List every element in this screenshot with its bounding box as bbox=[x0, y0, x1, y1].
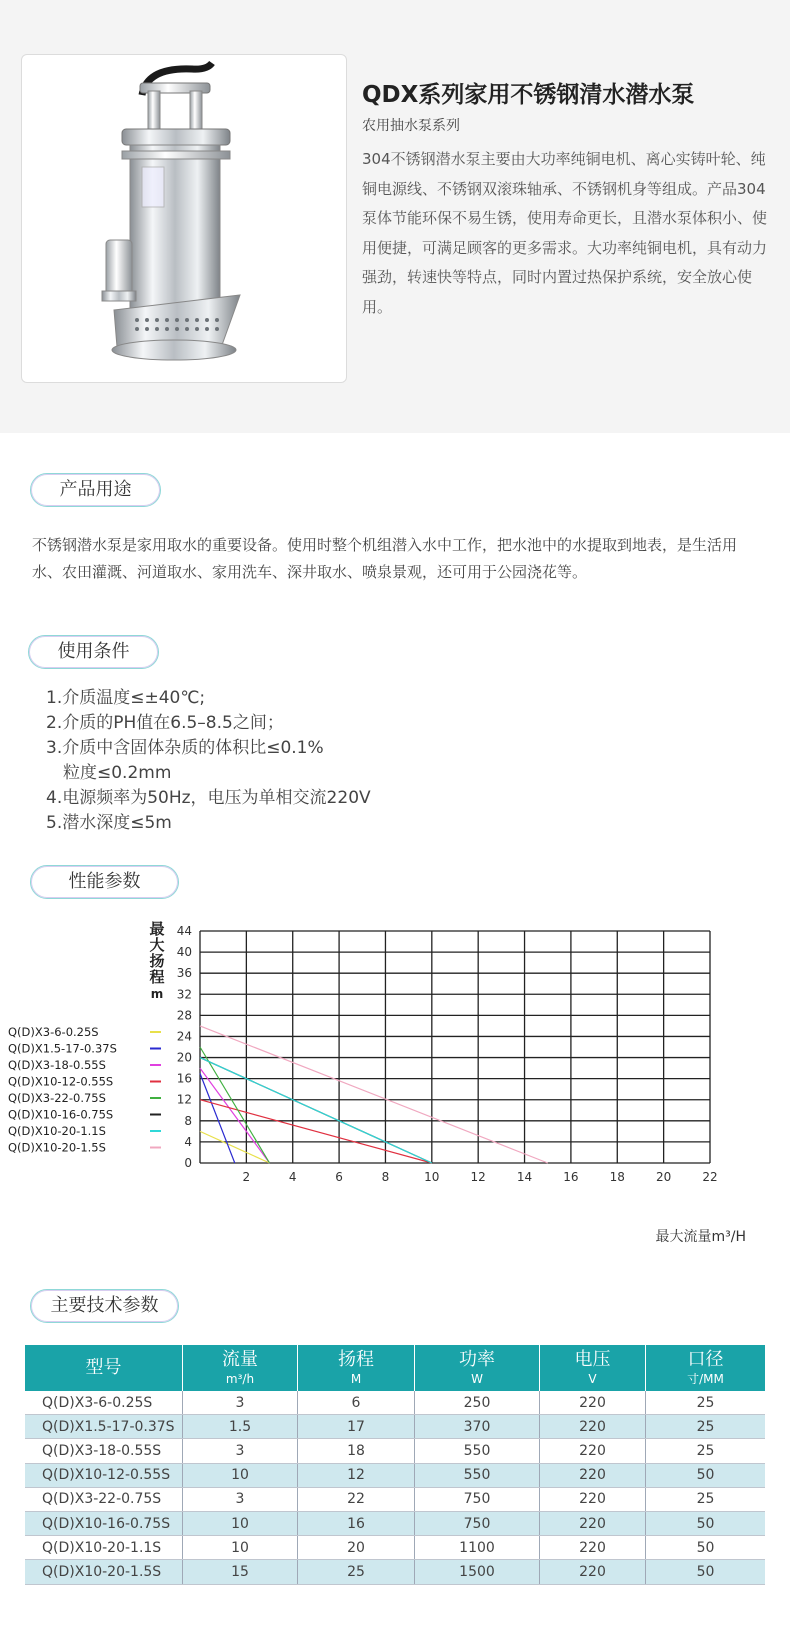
condition-item: 2.介质的PH值在6.5–8.5之间； bbox=[46, 713, 284, 733]
table-cell: 1.5 bbox=[183, 1415, 298, 1439]
y-axis-label-char: m bbox=[150, 987, 164, 1001]
table-cell: Q(D)X10-20-1.1S bbox=[25, 1536, 183, 1560]
table-cell: Q(D)X1.5-17-0.37S bbox=[25, 1415, 183, 1439]
table-cell: 10 bbox=[183, 1536, 298, 1560]
table-cell: 10 bbox=[183, 1463, 298, 1487]
chart-x-axis-label: 最大流量m³/H bbox=[655, 1229, 746, 1245]
table-cell: 18 bbox=[298, 1439, 415, 1463]
conditions-section-heading: 使用条件 bbox=[28, 635, 159, 669]
y-tick-label: 40 bbox=[176, 945, 192, 960]
table-cell: 17 bbox=[298, 1415, 415, 1439]
table-cell: 370 bbox=[415, 1415, 540, 1439]
table-row bbox=[25, 1391, 765, 1415]
table-cell: 220 bbox=[540, 1439, 646, 1463]
legend-label: Q(D)X1.5-17-0.37S bbox=[8, 1041, 117, 1056]
product-description: 304不锈钢潜水泵主要由大功率纯铜电机、离心实铸叶轮、纯铜电源线、不锈钢双滚珠轴承、不锈钢机身等组成。产品304泵体节能环保不易生锈，使用寿命更长，且潜水泵体积小、使用便捷，可满足顾客的更多需求。大功率纯铜电机，具有动力强劲，转速快等特点，同时内置过热保护系统，安全放心使用。 bbox=[362, 150, 768, 316]
submersible-pump-image bbox=[22, 55, 346, 382]
table-row bbox=[25, 1536, 765, 1560]
y-axis-label-char: 大 bbox=[149, 936, 165, 954]
product-subtitle: 农用抽水泵系列 bbox=[362, 118, 460, 134]
x-tick-label: 22 bbox=[702, 1170, 718, 1184]
table-cell: 220 bbox=[540, 1536, 646, 1560]
x-tick-label: 14 bbox=[516, 1170, 533, 1184]
table-cell: 16 bbox=[298, 1511, 415, 1535]
table-cell: Q(D)X10-16-0.75S bbox=[25, 1511, 183, 1535]
x-tick-label: 18 bbox=[609, 1170, 625, 1184]
condition-item: 3.介质中含固体杂质的体积比≤0.1% bbox=[46, 738, 324, 758]
table-row bbox=[25, 1511, 765, 1535]
legend-label: Q(D)X3-22-0.75S bbox=[8, 1091, 106, 1105]
usage-section-heading: 产品用途 bbox=[30, 473, 161, 507]
table-row bbox=[25, 1463, 765, 1487]
x-tick-label: 8 bbox=[381, 1170, 390, 1184]
chart-x-ticks bbox=[243, 1170, 718, 1184]
x-tick-label: 2 bbox=[242, 1170, 251, 1184]
y-tick-label: 0 bbox=[184, 1156, 192, 1170]
table-cell: Q(D)X10-12-0.55S bbox=[25, 1463, 183, 1487]
table-cell: 3 bbox=[183, 1439, 298, 1463]
table-cell: 220 bbox=[540, 1487, 646, 1511]
table-row bbox=[25, 1415, 765, 1439]
column-header: 扬程 M bbox=[298, 1345, 415, 1391]
legend-label: Q(D)X3-18-0.55S bbox=[8, 1058, 106, 1072]
specs-section-heading: 主要技术参数 bbox=[30, 1289, 179, 1323]
table-cell: 1100 bbox=[415, 1536, 540, 1560]
y-tick-label: 32 bbox=[176, 987, 192, 1002]
y-tick-label: 20 bbox=[176, 1050, 192, 1065]
table-row bbox=[25, 1560, 765, 1584]
chart-grid bbox=[200, 931, 710, 1163]
x-tick-label: 10 bbox=[424, 1170, 440, 1184]
condition-item: 4.电源频率为50Hz，电压为单相交流220V bbox=[46, 788, 371, 808]
table-cell: 220 bbox=[540, 1463, 646, 1487]
legend-label: Q(D)X10-16-0.75S bbox=[8, 1107, 114, 1122]
y-tick-label: 44 bbox=[176, 924, 192, 938]
table-cell: 50 bbox=[646, 1463, 766, 1487]
column-header: 型号 bbox=[25, 1345, 183, 1391]
y-tick-label: 4 bbox=[184, 1134, 192, 1149]
spec-table-header-row bbox=[25, 1345, 765, 1391]
chart-y-ticks bbox=[177, 924, 192, 1170]
table-cell: 550 bbox=[415, 1463, 540, 1487]
chart-y-axis-label bbox=[149, 920, 164, 1001]
y-axis-label-char: 最 bbox=[149, 920, 165, 938]
table-cell: 250 bbox=[415, 1391, 540, 1415]
product-hero bbox=[0, 0, 790, 433]
table-cell: 50 bbox=[646, 1560, 766, 1584]
y-axis-label-char: 程 bbox=[149, 968, 165, 986]
performance-section-heading: 性能参数 bbox=[30, 865, 179, 899]
legend-label: Q(D)X3-6-0.25S bbox=[8, 1025, 99, 1039]
condition-item: 1.介质温度≤±40℃; bbox=[46, 688, 206, 708]
table-cell: 220 bbox=[540, 1511, 646, 1535]
series-line bbox=[200, 1047, 270, 1163]
table-cell: 3 bbox=[183, 1487, 298, 1511]
table-cell: 220 bbox=[540, 1415, 646, 1439]
series-line bbox=[200, 1073, 235, 1163]
series-line bbox=[200, 1100, 432, 1163]
table-cell: 6 bbox=[298, 1391, 415, 1415]
table-cell: 25 bbox=[646, 1391, 766, 1415]
table-cell: 12 bbox=[298, 1463, 415, 1487]
product-image-card bbox=[21, 54, 347, 383]
y-tick-label: 24 bbox=[176, 1029, 192, 1044]
table-cell: 550 bbox=[415, 1439, 540, 1463]
legend-label: Q(D)X10-20-1.5S bbox=[8, 1140, 106, 1155]
y-tick-label: 36 bbox=[176, 966, 192, 981]
condition-item: 5.潜水深度≤5m bbox=[46, 813, 172, 833]
table-cell: 25 bbox=[646, 1439, 766, 1463]
table-row bbox=[25, 1487, 765, 1511]
product-title: QDX系列家用不锈钢清水潜水泵 bbox=[362, 82, 695, 108]
condition-item: 粒度≤0.2mm bbox=[63, 763, 172, 783]
column-header: 流量 m³/h bbox=[183, 1345, 298, 1391]
table-cell: 10 bbox=[183, 1511, 298, 1535]
spec-table bbox=[25, 1345, 765, 1585]
y-axis-label-char: 扬 bbox=[149, 952, 165, 970]
table-cell: 25 bbox=[646, 1487, 766, 1511]
y-tick-label: 8 bbox=[184, 1113, 192, 1128]
usage-text: 不锈钢潜水泵是家用取水的重要设备。使用时整个机组潜入水中工作，把水池中的水提取到地表，是生活用水、农田灌溉、河道取水、家用洗车、深井取水、喷泉景观，还可用于公园浇花等。 bbox=[32, 536, 738, 581]
y-tick-label: 28 bbox=[176, 1008, 192, 1023]
x-tick-label: 12 bbox=[470, 1170, 486, 1184]
conditions-list bbox=[46, 686, 371, 836]
y-tick-label: 16 bbox=[176, 1071, 192, 1086]
table-cell: Q(D)X3-6-0.25S bbox=[25, 1391, 183, 1415]
column-header: 口径 寸/MM bbox=[646, 1345, 766, 1391]
table-cell: Q(D)X3-22-0.75S bbox=[25, 1487, 183, 1511]
table-cell: 220 bbox=[540, 1391, 646, 1415]
legend-label: Q(D)X10-20-1.1S bbox=[8, 1124, 106, 1138]
column-header: 功率 W bbox=[415, 1345, 540, 1391]
table-cell: Q(D)X3-18-0.55S bbox=[25, 1439, 183, 1463]
table-cell: 50 bbox=[646, 1536, 766, 1560]
table-cell: Q(D)X10-20-1.5S bbox=[25, 1560, 183, 1584]
chart-legend bbox=[8, 1025, 161, 1155]
table-cell: 20 bbox=[298, 1536, 415, 1560]
table-cell: 1500 bbox=[415, 1560, 540, 1584]
x-tick-label: 20 bbox=[655, 1170, 672, 1184]
table-cell: 15 bbox=[183, 1560, 298, 1584]
y-tick-label: 12 bbox=[176, 1092, 192, 1107]
legend-label: Q(D)X10-12-0.55S bbox=[8, 1074, 114, 1089]
x-tick-label: 4 bbox=[288, 1170, 297, 1184]
table-cell: 750 bbox=[415, 1487, 540, 1511]
table-cell: 3 bbox=[183, 1391, 298, 1415]
table-cell: 50 bbox=[646, 1511, 766, 1535]
column-header: 电压 V bbox=[540, 1345, 646, 1391]
performance-chart bbox=[0, 920, 790, 1270]
x-tick-label: 16 bbox=[563, 1170, 579, 1184]
table-cell: 25 bbox=[646, 1415, 766, 1439]
table-cell: 22 bbox=[298, 1487, 415, 1511]
table-cell: 25 bbox=[298, 1560, 415, 1584]
table-cell: 750 bbox=[415, 1511, 540, 1535]
x-tick-label: 6 bbox=[335, 1170, 343, 1184]
series-line bbox=[200, 1131, 270, 1163]
table-row bbox=[25, 1439, 765, 1463]
table-cell: 220 bbox=[540, 1560, 646, 1584]
